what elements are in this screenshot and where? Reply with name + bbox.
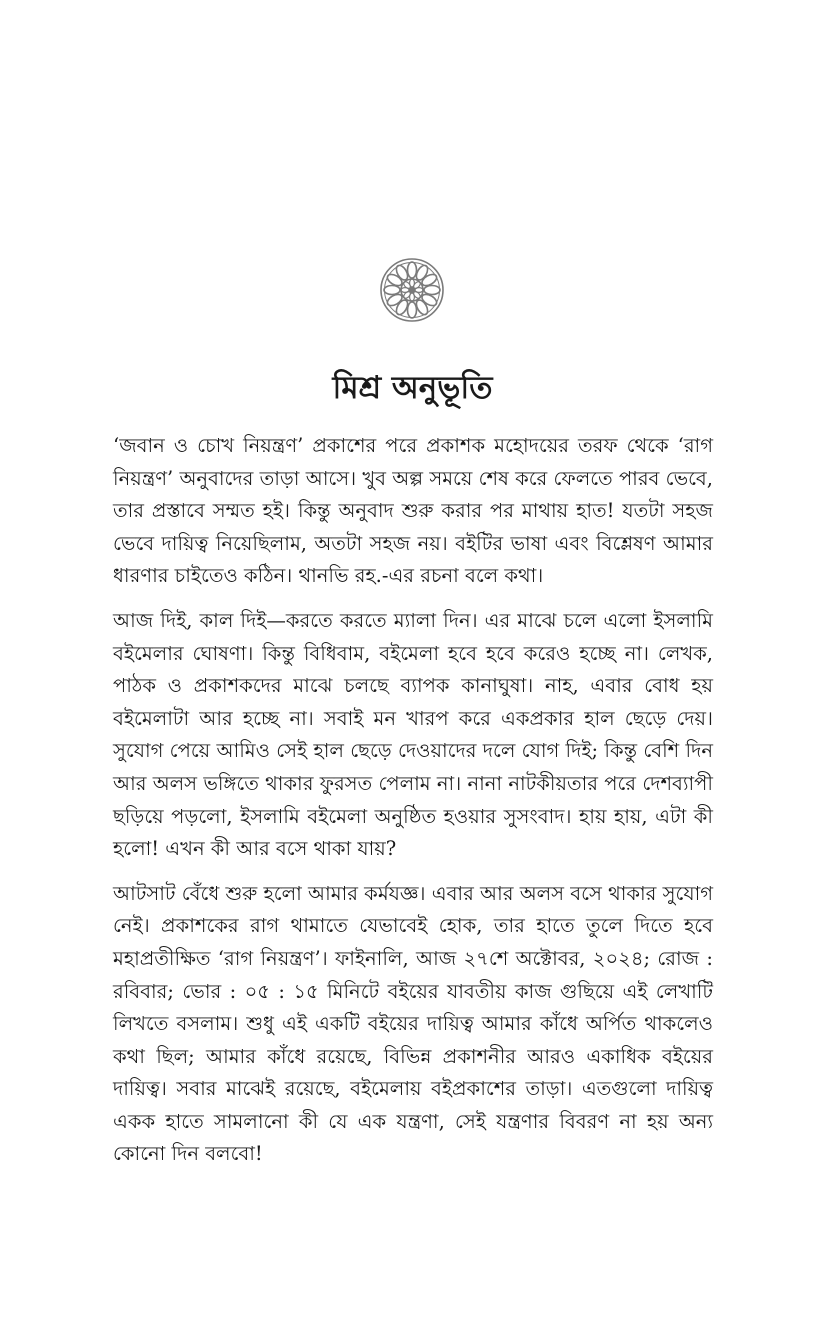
chapter-title: মিশ্র অনুভূতি — [332, 370, 493, 406]
paragraph-2: আজ দিই, কাল দিই—করতে করতে ম্যালা দিন। এর মাঝে চলে এলো ইসলামি বইমেলার ঘোষণা। কিন্তু বিধিবাম, বইমেলা হবে হবে করেও হচ্ছে না। লেখক, পাঠক ও প্রকাশকদের মাঝে চলছে ব্যাপক কানাঘুষা। নাহ, এবার বোধ হয় বইমেলাটা আর হচ্ছে না। সবাই মন খারপ করে একপ্রকার হাল ছেড়ে দেয়। সুযোগ পেয়ে আমিও সেই হাল ছেড়ে দেওয়াদের দলে যোগ দিই; কিন্তু বেশি দিন আর অলস ভঙ্গিতে থাকার ফুরসত পেলাম না। নানা নাটকীয়তার পরে দেশব্যাপী ছড়িয়ে পড়লো, ইসলামি বইমেলা অনুষ্ঠিত হওয়ার সুসংবাদ। হায় হায়, এটা কী হলো! এখন কী আর বসে থাকা যায়? — [113, 608, 713, 861]
paragraph-3: আটসাট বেঁধে শুরু হলো আমার কর্মযজ্ঞ। এবার আর অলস বসে থাকার সুযোগ নেই। প্রকাশকের রাগ থামাতে যেভাবেই হোক, তার হাতে তুলে দিতে হবে মহাপ্রতীক্ষিত ‘রাগ নিয়ন্ত্রণ’। ফাইনালি, আজ ২৭শে অক্টোবর, ২০২৪; রোজ : রবিবার; ভোর : ০৫ : ১৫ মিনিটে বইয়ের যাবতীয় কাজ গুছিয়ে এই লেখাটি লিখতে বসলাম। শুধু এই একটি বইয়ের দায়িত্ব আমার কাঁধে অর্পিত থাকলেও কথা ছিল; আমার কাঁধে রয়েছে, বিভিন্ন প্রকাশনীর আরও একাধিক বইয়ের দায়িত্ব। সবার মাঝেই রয়েছে, বইমেলায় বইপ্রকাশের তাড়া। এতগুলো দায়িত্ব একক হাতে সামলানো কী যে এক যন্ত্রণা, সেই যন্ত্রণার বিবরণ না হয় অন্য কোনো দিন বলবো! — [113, 881, 713, 1166]
chapter-body — [113, 430, 713, 1183]
paragraph-1: ‘জবান ও চোখ নিয়ন্ত্রণ’ প্রকাশের পরে প্রকাশক মহোদয়ের তরফ থেকে ‘রাগ নিয়ন্ত্রণ’ অনুবাদের তাড়া আসে। খুব অল্প সময়ে শেষ করে ফেলতে পারব ভেবে, তার প্রস্তাবে সম্মত হই। কিন্তু অনুবাদ শুরু করার পর মাথায় হাত! যতটা সহজ ভেবে দায়িত্ব নিয়েছিলাম, অতটা সহজ নয়। বইটির ভাষা এবং বিশ্লেষণ আমার ধারণার চাইতেও কঠিন। থানভি রহ.-এর রচনা বলে কথা। — [113, 434, 713, 588]
floral-mandala-icon — [378, 256, 446, 324]
